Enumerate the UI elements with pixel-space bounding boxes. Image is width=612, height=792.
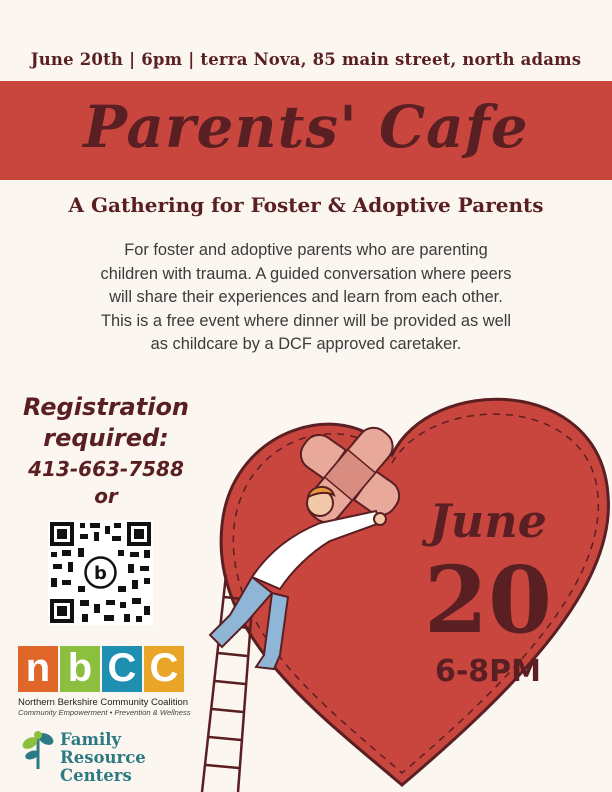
nbcc-letter: b [60, 646, 100, 692]
nbcc-letter: C [144, 646, 184, 692]
description-line: as childcare by a DCF approved caretaker. [150, 335, 462, 353]
description-line: will share their experiences and learn from each other. [109, 288, 503, 306]
description-line: children with trauma. A guided conversation where peers [100, 264, 512, 283]
qr-code[interactable] [48, 520, 153, 625]
date-month: June [429, 494, 547, 548]
description-line: For foster and adoptive parents who are parenting [124, 241, 488, 259]
registration-block [8, 392, 204, 508]
nbcc-letter: n [18, 646, 58, 692]
svg-text:b: b [94, 563, 107, 584]
registration-required-label: required: [43, 424, 169, 452]
event-time: 6-8PM [434, 654, 542, 689]
date-day: 20 [423, 546, 553, 654]
date-block [400, 494, 576, 692]
page-title: Parents' Cafe [83, 93, 529, 161]
event-details-line: June 20th | 6pm | terra Nova, 85 main street, north adams [30, 50, 582, 69]
event-description [40, 239, 572, 357]
subtitle: A Gathering for Foster & Adoptive Parents [68, 193, 544, 217]
registration-label: Registration [22, 393, 190, 421]
nbcc-letter: C [102, 646, 142, 692]
title-banner [0, 81, 612, 180]
registration-or: or [94, 484, 118, 508]
registration-phone[interactable]: 413-663-7588 [28, 457, 184, 481]
frc-name-line2: Resource Centers [60, 748, 146, 785]
frc-name-line1: Family [60, 730, 122, 749]
nbcc-name: Northern Berkshire Community Coalition [18, 697, 189, 708]
description-line: This is a free event where dinner will be provided as well [101, 311, 511, 330]
leaf-icon [20, 729, 56, 771]
nbcc-tagline: Community Empowerment • Prevention & Wellness [18, 708, 191, 717]
